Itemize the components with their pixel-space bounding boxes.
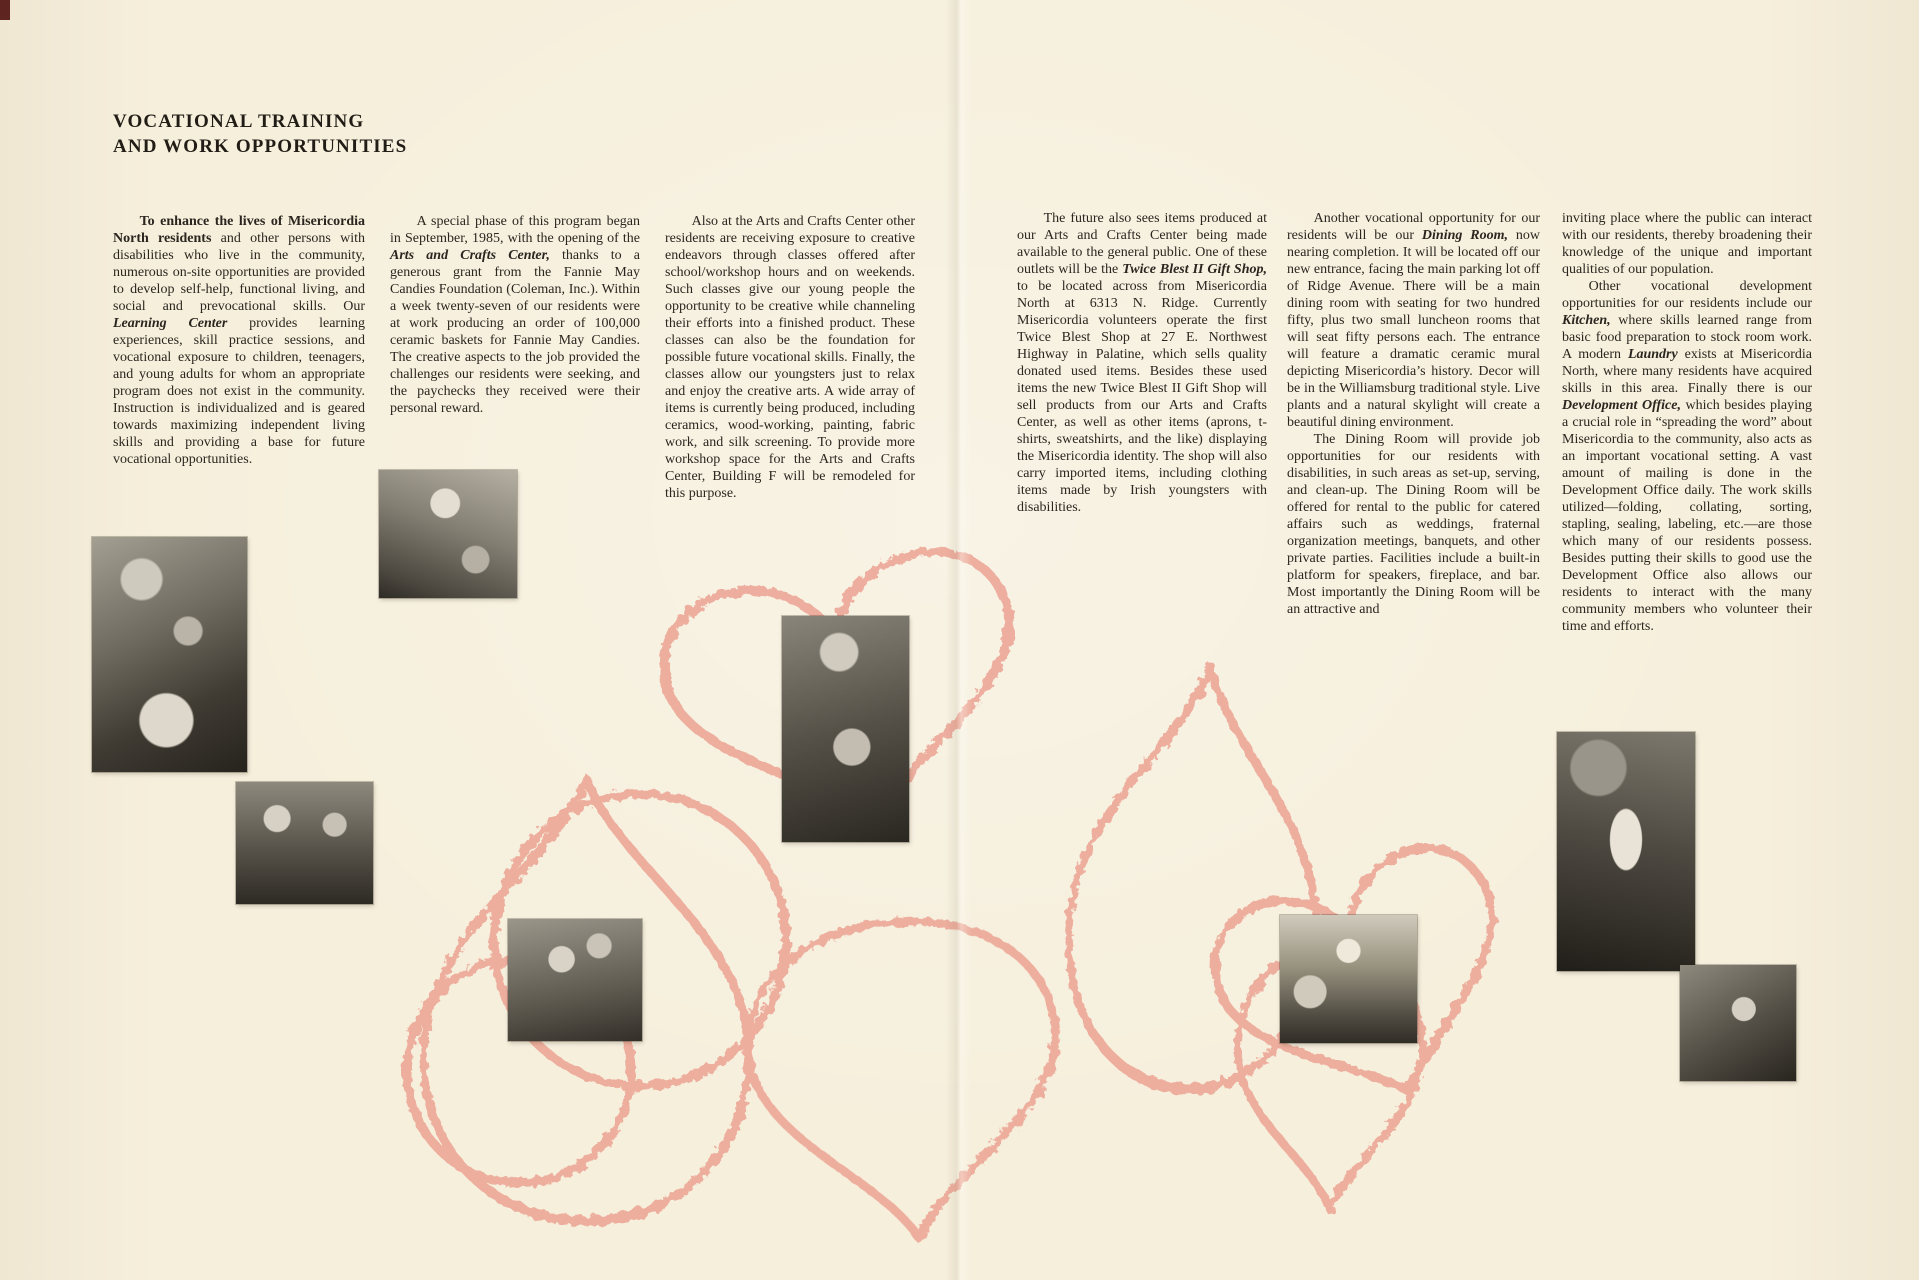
reading-desk-photo [508, 919, 642, 1041]
intro-column [113, 213, 365, 468]
page-corner-mark [0, 0, 10, 20]
machine-work-photo [1680, 965, 1796, 1081]
page-title-line-1: VOCATIONAL TRAINING [113, 111, 365, 132]
arts-crafts-program-column [390, 213, 640, 417]
dining-room-photo [1280, 915, 1417, 1043]
body-paragraph: The future also sees items produced at our Arts and Crafts Center being made available to the general public. One of these outlets will be the Twice Blest II Gift Shop, to be located across from Misericordia North at 6313 N. Ridge. Currently Misericordia volunteers operate the first Twice Blest Shop at 27 E. Northwest Highway in Palatine, which sells quality donated used items. Besides these used items the new Twice Blest II Gift Shop will sell products from our Arts and Crafts Center, as well as other items (aprons, t-shirts, sweatshirts, and the like) displaying the Misericordia identity. The shop will also carry imported items, including clothing items made by Irish youngsters with disabilities. [1017, 211, 1267, 515]
dining-room-column [1287, 210, 1540, 618]
body-paragraph: Also at the Arts and Crafts Center other residents are receiving exposure to creative endeavors through classes offered after school/workshop hours and on weekends. Such classes give our young people the opportunity to be creative while channeling their efforts into a finished product. These classes can also be the foundation for possible future vocational skills. Finally, the classes allow our youngsters just to relax and enjoy the creative arts. A wide array of items is currently being produced, including ceramics, wood-working, painting, fabric work, and silk screening. To provide more workshop space for the Arts and Crafts Center, Building F will be remodeled for this purpose. [665, 214, 915, 501]
laundry-work-photo [1557, 732, 1695, 971]
table-pair-photo [236, 782, 373, 904]
page-title [113, 110, 407, 159]
center-fold-line [946, 0, 972, 1280]
gift-shop-column [1017, 210, 1267, 516]
ceramics-tray-photo [782, 616, 909, 842]
body-paragraph: A special phase of this program began in September, 1985, with the opening of the Arts and Crafts Center, thanks to a generous grant from the Fannie May Candies Foundation (Coleman, Inc.). Within a week twenty-seven of our residents were at work producing an order of 100,000 ceramic baskets for Fannie May Candies. The creative aspects to the job provided the challenges our residents were seeking, and the paychecks they received were their personal reward. [390, 214, 640, 416]
body-paragraph: The Dining Room will provide job opportunities for our residents with disabilities, in such areas as set-up, serving, and clean-up. The Dining Room will be offered for rental to the public for catered affairs such as weddings, fraternal organization meetings, banquets, and other private parties. Facilities include a built-in platform for speakers, fireplace, and bar. Most importantly the Dining Room will be an attractive and [1287, 432, 1540, 617]
body-paragraph: inviting place where the public can interact with our residents, thereby broadening their knowledge of the unique and important qualities of our population. [1562, 211, 1812, 277]
body-paragraph: Another vocational opportunity for our residents will be our Dining Room, now nearing completion. It will be located off our new entrance, facing the main parking lot off of Ridge Avenue. There will be a main dining room with seating for two hundred fifty, plus two small luncheon rooms that will seat fifty persons each. The entrance will feature a dramatic ceramic mural depicting Misericordia’s history. Decor will be in the Williamsburg traditional style. Live plants and a natural skylight will create a beautiful dining environment. [1287, 211, 1540, 430]
feeding-activity-photo [92, 537, 247, 772]
writing-desk-photo [379, 470, 517, 598]
classes-column [665, 213, 915, 502]
page-title-line-2: AND WORK OPPORTUNITIES [113, 135, 408, 157]
development-office-column [1562, 210, 1812, 635]
body-paragraph: To enhance the lives of Misericordia North residents and other persons with disabilities who live in the community, numerous on-site opportunities are provided to develop self-help, functional living, and social and prevocational skills. Our Learning Center provides learning experiences, skill practice sessions, and vocational exposure to children, teenagers, and young adults for whom an appropriate program does not exist in the community. Instruction is individualized and is geared towards maximizing independent living skills and providing a base for future vocational opportunities. [113, 214, 365, 467]
body-paragraph: Other vocational development opportunities for our residents include our Kitchen, where skills learned range from basic food preparation to stock room work. A modern Laundry exists at Misericordia North, where many residents have acquired skills in this area. Finally there is our Development Office, which besides playing a crucial role in “spreading the word” about Misericordia to the community, also acts as an important vocational setting. A vast amount of mailing is done in the Development Office daily. The work skills utilized—folding, collating, sorting, stapling, sealing, labeling, etc.—are those which many of our residents possess. Besides putting their skills to good use the Development Office also allows our residents to interact with the many community members who volunteer their time and efforts. [1562, 279, 1813, 634]
